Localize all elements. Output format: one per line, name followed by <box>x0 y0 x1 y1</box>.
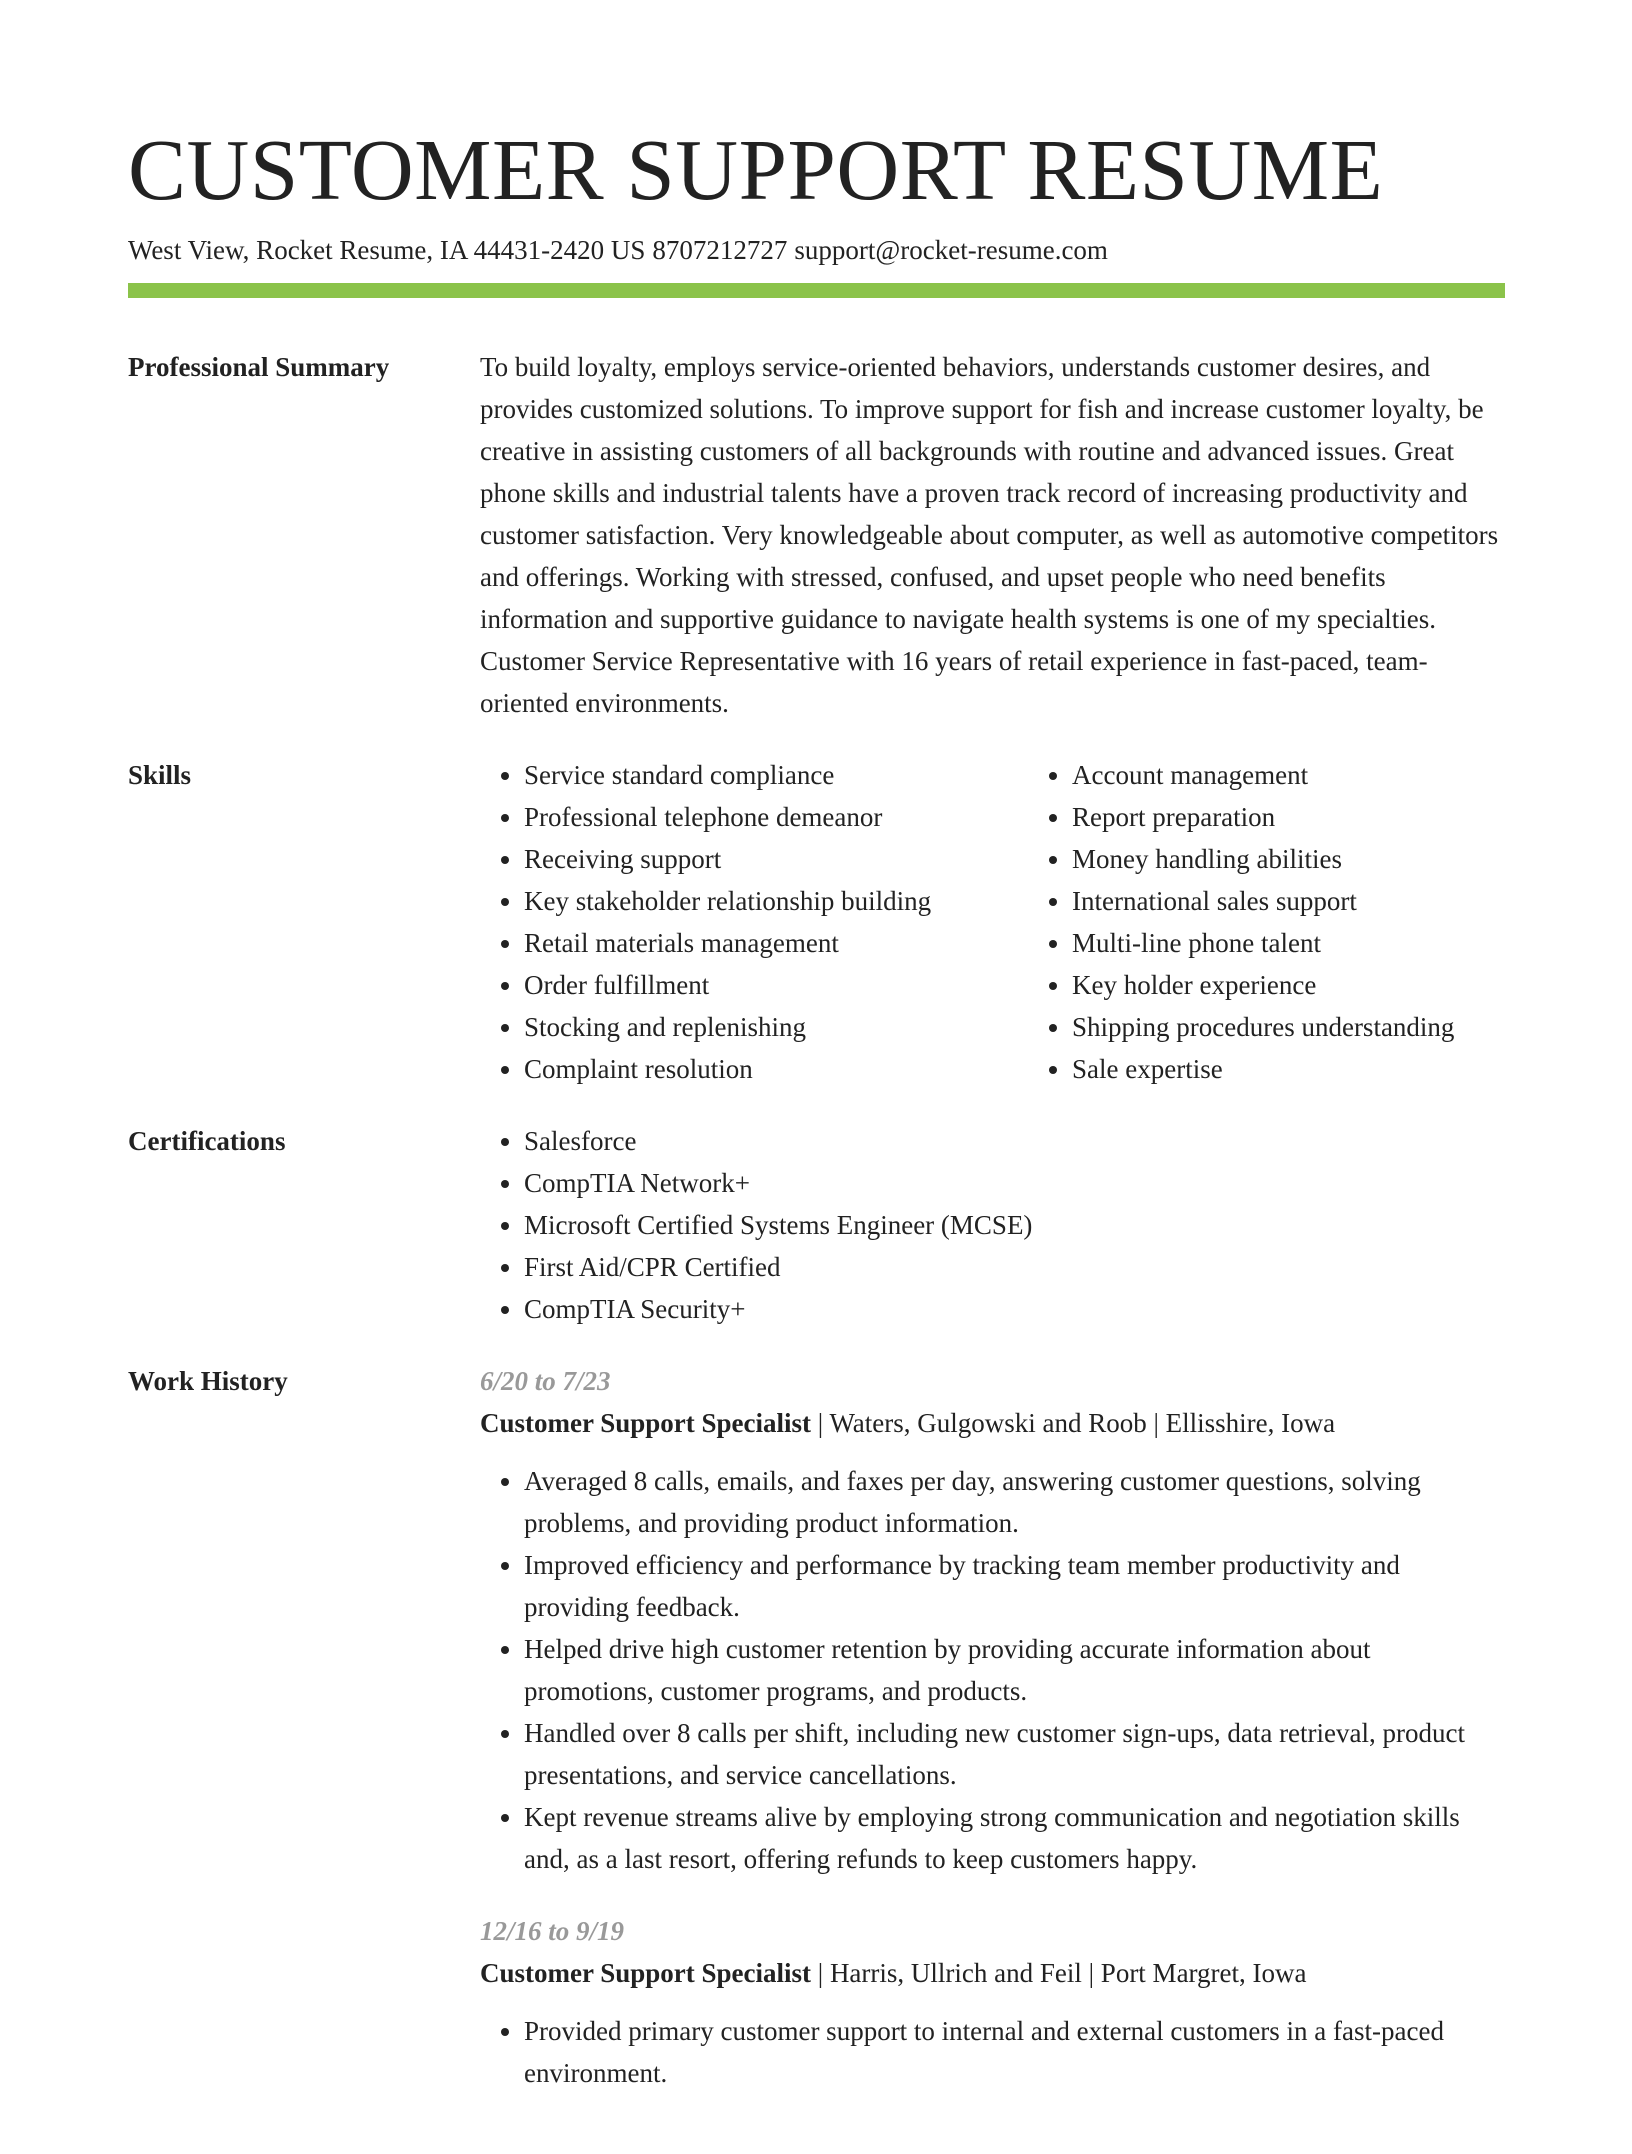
certification-item: • Salesforce <box>524 1120 1505 1162</box>
summary-text: To build loyalty, employs service-oriented behaviors, understands customer desires, and provides customized solutions. To improve support for fish and increase customer loyalty, be creative in assisting customers of all backgrounds with routine and advanced issues. Great phone skills and industrial talents have a proven track record of increasing productivity and customer satisfaction. Very knowledgeable about computer, as well as automotive competitors and offerings. Working with stressed, confused, and upset people who need benefits information and supportive guidance to navigate health systems is one of my specialties. Customer Service Representative with 16 years of retail experience in fast-paced, team-oriented environments. <box>480 352 1499 718</box>
skill-item: • Order fulfillment <box>524 964 1028 1006</box>
skill-item: • Receiving support <box>524 838 1028 880</box>
skill-item: • Service standard compliance <box>524 754 1028 796</box>
job-bullet: • Averaged 8 calls, emails, and faxes per day, answering customer questions, solving problems, and providing product information. <box>524 1460 1505 1544</box>
job-entry <box>480 1360 1505 1880</box>
job-dates: 12/16 to 9/19 <box>480 1916 625 1946</box>
section-body <box>480 346 1505 724</box>
job-title: Customer Support Specialist <box>480 1408 812 1438</box>
job-bullet: • Helped drive high customer retention by providing accurate information about promotions, customer programs, and products. <box>524 1628 1505 1712</box>
section-label: Professional Summary <box>128 352 390 382</box>
certification-item: • CompTIA Security+ <box>524 1288 1505 1330</box>
certifications-list <box>480 1120 1505 1330</box>
section-work-history <box>128 1360 1505 2124</box>
job-company: Waters, Gulgowski and Roob <box>829 1408 1147 1438</box>
skill-item: • Key holder experience <box>1072 964 1454 1006</box>
resume-title: CUSTOMER SUPPORT RESUME <box>128 121 1384 218</box>
section-label: Skills <box>128 760 192 790</box>
resume-page <box>128 118 1505 2154</box>
skill-item: • Sale expertise <box>1072 1048 1454 1090</box>
section-body <box>480 1360 1505 2124</box>
skill-item: • Professional telephone demeanor <box>524 796 1028 838</box>
skill-item: • Multi-line phone talent <box>1072 922 1454 964</box>
skill-item: • Retail materials management <box>524 922 1028 964</box>
job-company: Harris, Ullrich and Feil <box>829 1958 1082 1988</box>
section-label: Certifications <box>128 1126 286 1156</box>
section-certifications <box>128 1120 1505 1330</box>
job-header: Customer Support Specialist | Waters, Gulgowski and Roob | Ellisshire, Iowa <box>480 1408 1336 1438</box>
job-entry <box>480 1910 1505 2094</box>
contact-phone: 8707212727 <box>652 235 788 265</box>
certification-item: • CompTIA Network+ <box>524 1162 1505 1204</box>
contact-line <box>128 230 1505 270</box>
skill-item: • Account management <box>1072 754 1454 796</box>
job-bullets <box>480 1460 1505 1880</box>
contact-address: West View, Rocket Resume, IA 44431-2420 US <box>128 235 646 265</box>
skill-item: • International sales support <box>1072 880 1454 922</box>
skills-list-right <box>1028 754 1454 1090</box>
skills-list-left <box>480 754 1028 1090</box>
skill-item: • Shipping procedures understanding <box>1072 1006 1454 1048</box>
header-divider <box>128 283 1505 298</box>
section-body <box>480 1120 1505 1330</box>
job-dates: 6/20 to 7/23 <box>480 1366 611 1396</box>
skill-item: • Report preparation <box>1072 796 1454 838</box>
job-location: Port Margret, Iowa <box>1100 1958 1307 1988</box>
section-skills <box>128 754 1505 1090</box>
skill-item: • Stocking and replenishing <box>524 1006 1028 1048</box>
job-title: Customer Support Specialist <box>480 1958 812 1988</box>
skill-item: • Complaint resolution <box>524 1048 1028 1090</box>
section-professional-summary <box>128 346 1505 724</box>
skill-item: • Key stakeholder relationship building <box>524 880 1028 922</box>
job-bullet: • Provided primary customer support to internal and external customers in a fast-paced environment. <box>524 2010 1505 2094</box>
certification-item: • Microsoft Certified Systems Engineer (MCSE) <box>524 1204 1505 1246</box>
job-bullet: • Improved efficiency and performance by tracking team member productivity and providing feedback. <box>524 1544 1505 1628</box>
job-bullet: • Kept revenue streams alive by employing strong communication and negotiation skills and, as a last resort, offering refunds to keep customers happy. <box>524 1796 1505 1880</box>
job-bullet: • Handled over 8 calls per shift, including new customer sign-ups, data retrieval, product presentations, and service cancellations. <box>524 1712 1505 1796</box>
certification-item: • First Aid/CPR Certified <box>524 1246 1505 1288</box>
skills-columns <box>480 754 1505 1090</box>
job-location: Ellisshire, Iowa <box>1165 1408 1336 1438</box>
contact-email: support@rocket-resume.com <box>794 235 1108 265</box>
skill-item: • Money handling abilities <box>1072 838 1454 880</box>
job-bullets <box>480 2010 1505 2094</box>
job-header: Customer Support Specialist | Harris, Ullrich and Feil | Port Margret, Iowa <box>480 1958 1307 1988</box>
section-label: Work History <box>128 1366 288 1396</box>
